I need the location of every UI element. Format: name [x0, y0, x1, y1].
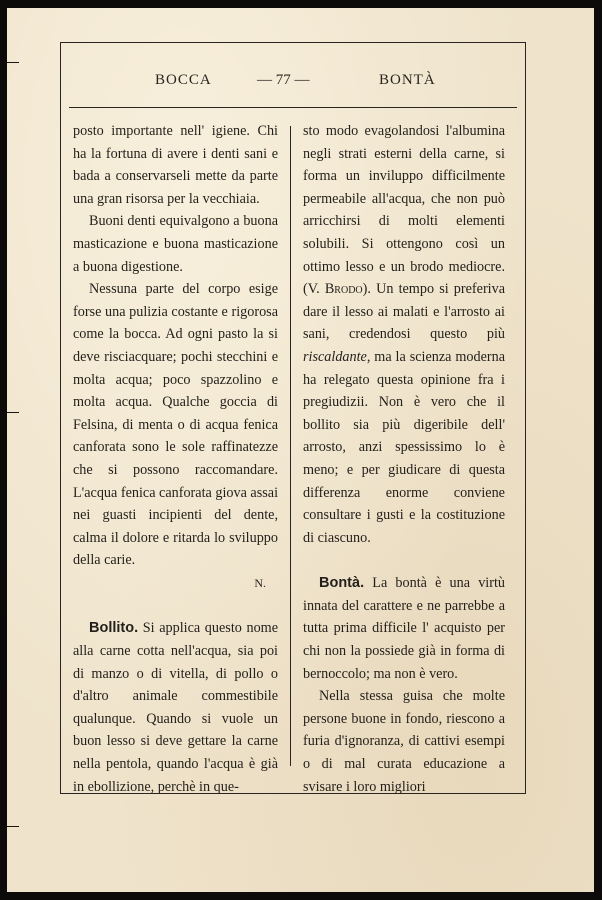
- paragraph: Nella stessa guisa che molte persone buone in fondo, riescono a furia d'ignoranza, di cattivi esempi o di mal curata educazione a svisare i loro migliori: [303, 688, 505, 795]
- entry-bonta: [303, 572, 505, 685]
- header-left: BOCCA: [155, 72, 212, 88]
- entry-text: La bontà è una virtù innata del carattere e ne parrebbe a tutta prima difficile l' acquisto per chi non la possiede già in forma di bernoccolo; ma non è vero.: [303, 575, 506, 682]
- header-right: BONTÀ: [379, 72, 436, 88]
- paragraph: Buoni denti equivalgono a buona masticazione e buona masticazione a buona digestione.: [73, 213, 278, 275]
- book-page: [7, 8, 594, 892]
- binding-mark: [7, 826, 19, 827]
- paragraph: [303, 120, 505, 549]
- column-divider: [290, 126, 291, 766]
- cross-reference: Brodo: [324, 281, 363, 298]
- binding-mark: [7, 62, 19, 63]
- left-column: [73, 120, 278, 798]
- text-run: ). Un tempo si preferiva dare il lesso ai malati e l'arrosto ai sani, credendosi questo più: [303, 281, 505, 343]
- page-number: — 77 —: [257, 72, 310, 88]
- entry-title: Bollito.: [89, 620, 139, 637]
- entry-bollito: [73, 617, 278, 798]
- right-column: [303, 120, 505, 798]
- header-rule: [69, 107, 517, 108]
- text-run: , ma la scienza moderna ha relegato questa opinione fra i pregiudizii. Non è vero che il bollito sia più digeribile dell' arrosto, anzi spessissimo lo è meno; e per giudicare di questa differenza enorme conviene consultare i gusti e la costituzione di ciascuno.: [303, 348, 505, 546]
- paragraph: Nessuna parte del corpo esige forse una pulizia costante e rigorosa come la bocca. Ad ogni pasto la si deve risciacquare; pochi stecchini e molta acqua; poco spazzolino e molta acqua. Qualche goccia di Felsina, di menta o di acqua fenica canforata sono le sole raffinatezze che si possono raccomandare. L'acqua fenica canforata giova assai nei guasti incipienti del dente, calma il dolore e ritarda lo sviluppo della carie.: [73, 281, 279, 569]
- running-header: [7, 72, 594, 96]
- entry-title: Bontà.: [319, 575, 365, 592]
- entry-text: Si applica questo nome alla carne cotta nell'acqua, sia poi di manzo o di vitella, di pollo o d'altro animale commestibile qualunque. Quando si vuole un buon lesso si deve gettare la carne nella pentola, quando l'acqua è già in ebollizione, perchè in que-: [73, 620, 278, 795]
- binding-mark: [7, 412, 19, 413]
- text-run: sto modo evagolandosi l'albumina negli strati esterni della carne, si forma un inviluppo difficilmente permeabile all'acqua, che non può arricchirsi di molti elementi solubili. Si ottengono così un ottimo lesso e un brodo mediocre. (V.: [303, 123, 505, 298]
- italic-term: riscaldante: [303, 348, 367, 365]
- paragraph: posto importante nell' igiene. Chi ha la fortuna di avere i denti sani e bada a conservarseli mette da parte una gran risorsa per la vecchiaia.: [73, 123, 278, 207]
- author-signature: N.: [254, 575, 266, 590]
